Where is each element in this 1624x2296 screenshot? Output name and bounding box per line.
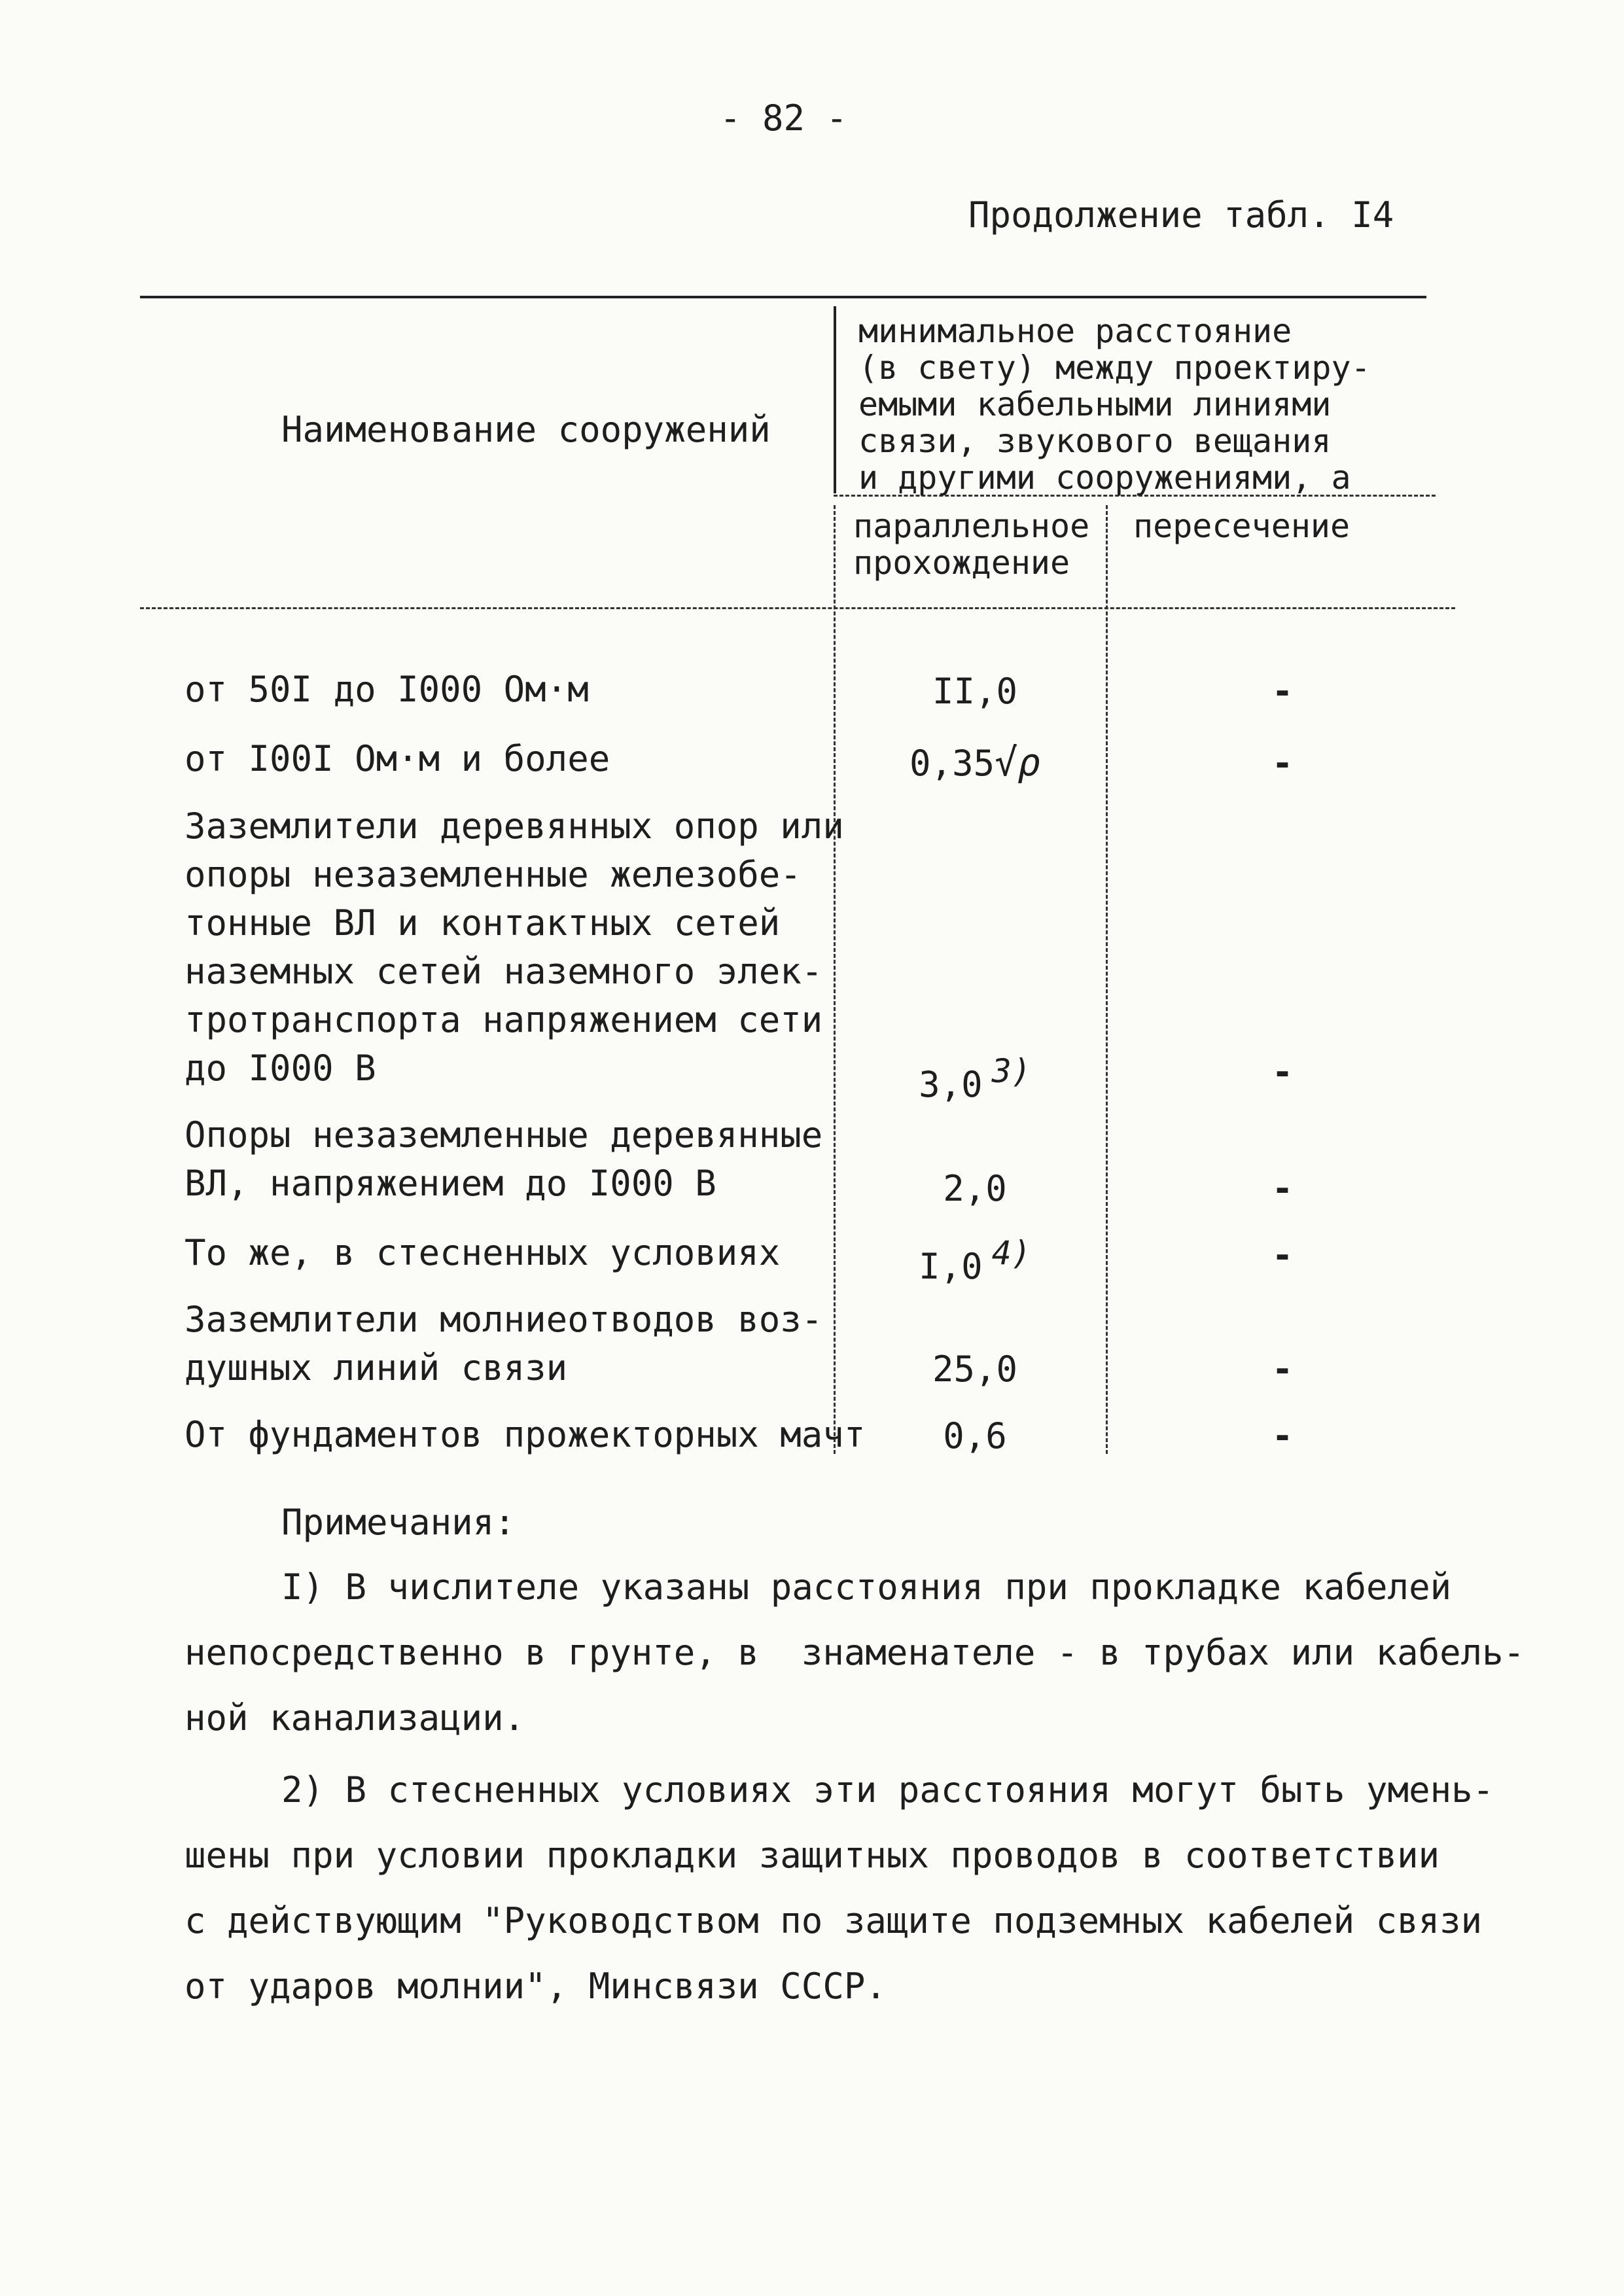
crossing-column-left-rule	[1106, 505, 1108, 1454]
table-top-rule	[140, 296, 1426, 298]
row-parallel-value	[844, 1168, 1106, 1209]
header-name-column: Наименование сооружений	[281, 409, 771, 450]
note-line: шены при условии прокладки защитных проводов в соответствии	[185, 1835, 1440, 1876]
row-crossing-value: -	[1271, 1235, 1294, 1276]
row-crossing-value: -	[1271, 1051, 1294, 1093]
row-parallel-value	[844, 740, 1106, 785]
header-parallel: параллельное прохождение	[853, 507, 1090, 582]
row-crossing-value: -	[1271, 1168, 1294, 1209]
note-item-1	[185, 1555, 1525, 1751]
row-crossing-value: -	[1271, 743, 1294, 784]
note-line: I) В числителе указаны расстояния при прокладке кабелей	[281, 1566, 1452, 1608]
row-name: Опоры незаземленные деревянные ВЛ, напряжением до I000 В	[185, 1114, 823, 1204]
row-crossing-value: -	[1271, 1349, 1294, 1390]
header-column-divider	[834, 306, 836, 493]
row-parallel-number: 3,0	[919, 1064, 983, 1105]
row-parallel-value	[844, 1052, 1106, 1105]
row-parallel-number: 0,35	[909, 743, 995, 784]
note-line: ной канализации.	[185, 1697, 525, 1739]
note-line: с действующим "Руководством по защите подземных кабелей связи	[185, 1900, 1483, 1941]
row-crossing-value: -	[1271, 1415, 1294, 1457]
row-name: От фундаментов прожекторных мачт	[185, 1414, 866, 1455]
row-crossing-value: -	[1271, 671, 1294, 712]
row-name: Заземлители деревянных опор или опоры незаземленные железобе- тонные ВЛ и контактных сетей наземных сетей наземного элек- тротранспорта напряжением сети до I000 В	[185, 805, 844, 1089]
row-parallel-number: 25,0	[932, 1349, 1018, 1390]
header-bottom-rule	[140, 607, 1455, 609]
row-parallel-number: 0,6	[943, 1415, 1007, 1457]
row-footnote-marker: 3)	[991, 1052, 1031, 1090]
row-footnote-marker: 4)	[991, 1234, 1031, 1272]
header-distance-group: минимальное расстояние (в свету) между проектиру- емыми кабельными линиями связи, звукового вещания и другими сооружениями, а	[858, 312, 1371, 497]
row-parallel-value	[844, 1349, 1106, 1390]
note-item-2	[185, 1757, 1494, 2019]
page-number: - 82 -	[720, 97, 848, 139]
row-name: от I00I Ом·м и более	[185, 738, 610, 779]
row-parallel-value	[844, 1234, 1106, 1287]
row-name: Заземлители молниеотводов воз- душных линий связи	[185, 1299, 823, 1388]
note-line: 2) В стесненных условиях эти расстояния могут быть умень-	[281, 1769, 1494, 1810]
sqrt-rho-symbol: √ρ	[995, 740, 1040, 785]
notes-title: Примечания:	[281, 1502, 516, 1543]
note-line: от ударов молнии", Минсвязи СССР.	[185, 1966, 887, 2007]
header-crossing: пересечение	[1133, 507, 1350, 545]
row-parallel-number: II,0	[932, 671, 1018, 712]
row-parallel-number: 2,0	[943, 1168, 1007, 1209]
table-continuation-caption: Продолжение табл. I4	[968, 194, 1394, 236]
note-line: непосредственно в грунте, в знаменателе - в трубах или кабель-	[185, 1632, 1525, 1673]
row-parallel-value	[844, 1415, 1106, 1457]
row-parallel-number: I,0	[919, 1246, 983, 1287]
row-name: То же, в стесненных условиях	[185, 1232, 781, 1273]
row-name: от 50I до I000 Ом·м	[185, 669, 589, 710]
row-parallel-value	[844, 671, 1106, 712]
